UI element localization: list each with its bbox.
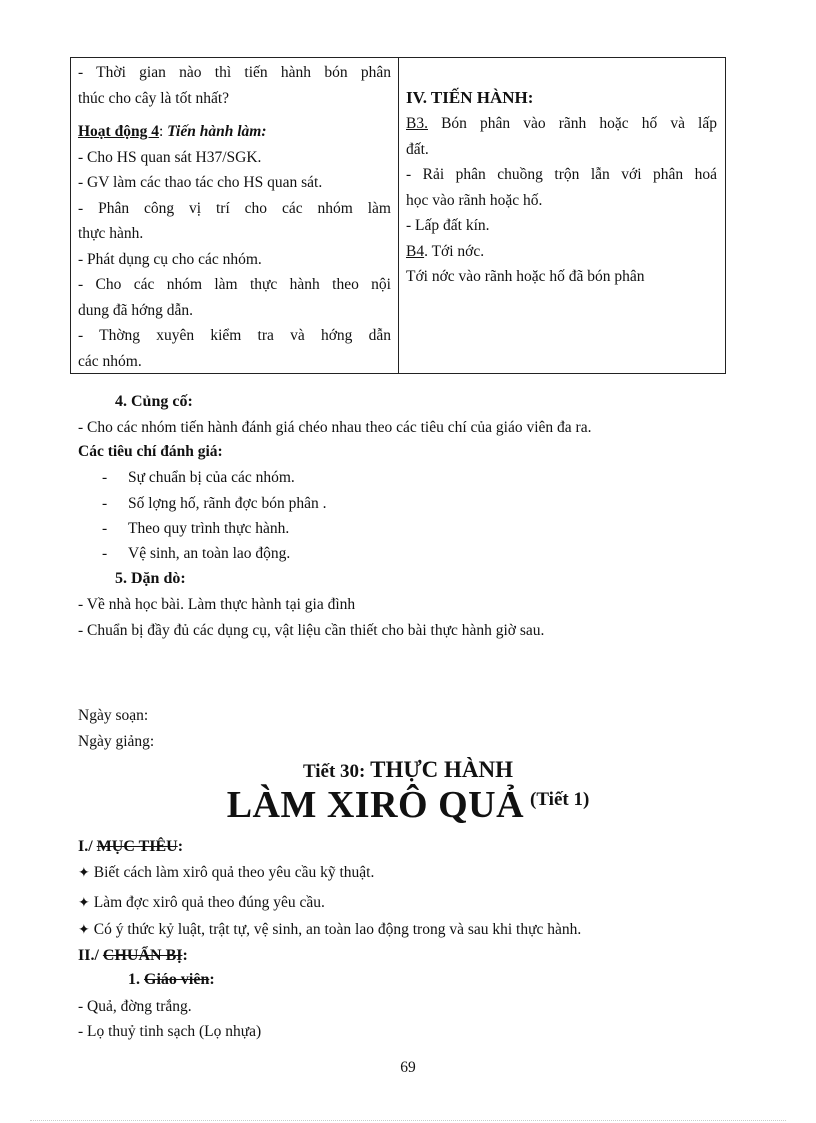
section-5-line: - Về nhà học bài. Làm thực hành tại gia đình [78, 596, 356, 613]
lesson-number: Tiết 30: THỰC HÀNH [302, 757, 514, 782]
teach-date-label: Ngày giảng: [78, 733, 155, 750]
preparation-heading: II./ CHUẨN BỊ: [78, 947, 188, 964]
section-5-line: - Chuẩn bị đầy đủ các dụng cụ, vật liệu cần thiết cho bài thực hành giờ sau. [78, 622, 545, 639]
table-right-line: - Lấp đất kín. [406, 217, 490, 234]
prep-line: - Quả, đờng trắng. [78, 998, 192, 1015]
table-left-line: - Phân công vị trí cho các nhóm làm [78, 199, 391, 217]
prep-line: - Lọ thuỷ tinh sạch (Lọ nhựa) [78, 1023, 262, 1040]
activity-4-title: Tiến hành làm: [167, 123, 267, 140]
table-left-line: thúc cho cây là tốt nhất? [78, 89, 230, 107]
objective-item: ✦ Biết cách làm xirô quả theo yêu cầu kỹ thuật. [78, 864, 375, 881]
activity-4-heading: Hoạt động 4: Tiến hành làm: [78, 123, 267, 140]
section-5-heading: 5. Dặn dò: [115, 570, 186, 587]
student-activity-column [399, 58, 725, 373]
star-bullet-icon: ✦ [78, 896, 90, 911]
page-number: 69 [400, 1059, 416, 1076]
table-right-line: Tới nớc vào rãnh hoặc hố đã bón phân [406, 268, 645, 285]
table-left-line: - Cho HS quan sát H37/SGK. [78, 148, 262, 166]
table-left-line: dung đã hớng dẫn. [78, 301, 193, 319]
lesson-title: LÀM XIRÔ QUẢ (Tiết 1) [226, 784, 590, 826]
table-right-line: học vào rãnh hoặc hố. [406, 191, 543, 209]
star-bullet-icon: ✦ [78, 923, 90, 938]
step-b4: B4. Tới nớc. [406, 242, 485, 260]
teacher-subheading: 1. Giáo viên: [128, 971, 215, 988]
table-right-line: đất. [406, 140, 429, 158]
table-left-line: các nhóm. [78, 352, 142, 370]
teacher-activity-column [71, 58, 399, 373]
objectives-heading: I./ MỤC TIÊU: [78, 838, 184, 855]
prep-date-label: Ngày soạn: [78, 707, 149, 724]
section-4-heading: 4. Củng cố: [115, 393, 193, 410]
table-left-line: - GV làm các thao tác cho HS quan sát. [78, 174, 323, 191]
table-left-line: thực hành. [78, 225, 144, 242]
criteria-heading: Các tiêu chí đánh giá: [78, 443, 223, 460]
table-left-line: - Thời gian nào thì tiến hành bón phân [78, 64, 391, 81]
table-right-line: - Rải phân chuồng trộn lẫn với phân hoá [406, 166, 717, 183]
objective-item: ✦ Có ý thức kỷ luật, trật tự, vệ sinh, an toàn lao động trong và sau khi thực hành. [78, 921, 582, 938]
activity-table [70, 57, 726, 374]
table-left-line: - Phát dụng cụ cho các nhóm. [78, 250, 262, 268]
star-bullet-icon: ✦ [78, 866, 90, 881]
section-4-text: - Cho các nhóm tiến hành đánh giá chéo nhau theo các tiêu chí của giáo viên đa ra. [78, 419, 592, 436]
objective-item: ✦ Làm đợc xirô quả theo đúng yêu cầu. [78, 894, 325, 911]
activity-4-label: Hoạt động 4 [78, 123, 159, 140]
footer-divider [30, 1120, 786, 1121]
table-left-line: - Thờng xuyên kiểm tra và hớng dẫn [78, 327, 391, 344]
section-iv-heading: IV. TIẾN HÀNH: [406, 88, 534, 107]
step-b3: B3. Bón phân vào rãnh hoặc hố và lấp [406, 115, 717, 132]
table-left-line: - Cho các nhóm làm thực hành theo nội [78, 276, 391, 293]
document-page: - Thời gian nào thì tiến hành bón phân thúc cho cây là tốt nhất? Hoạt động 4: Tiến hành làm: - Cho HS quan sát H37/SGK. - GV làm các thao tác cho HS quan sát. - Phân công vị trí cho các nhóm làm thực hành. - Phát dụng cụ cho các nhóm. - Cho các nhóm làm thực hành theo nội dung đã hớng dẫn. - Thờng xuyên kiểm tra và hớng dẫn các nhóm. IV. TIẾN HÀNH: B3. Bón phân vào rãnh hoặc hố và lấp đất. - Rải phân chuồng trộn lẫn với phân hoá học vào rãnh hoặc hố. - Lấp đất kín. B4. Tới nớc. Tới nớc vào rãnh hoặc hố đã bón phân 4. Củng cố: - Cho các nhóm tiến hành đánh giá chéo nhau theo các tiêu chí của giáo viên đa ra. Các tiêu chí đánh giá: - Sự chuẩn bị của các nhóm. - Số lợng hố, rãnh đợc bón phân . - Theo quy trình thực hành. - Vệ sinh, an toàn lao động. 5. Dặn dò: - Về nhà học bài. Làm thực hành tại gia đình - Chuẩn bị đầy đủ các dụng cụ, vật liệu cần thiết cho bài thực hành giờ sau. Ngày soạn: Ngày giảng: Tiết 30: THỰC HÀNH LÀM XIRÔ QUẢ (Tiết 1) I./ MỤC TIÊU: ✦ Biết cách làm xirô quả theo yêu cầu kỹ thuật. ✦ Làm đợc xirô quả theo đúng yêu cầu. ✦ Có ý thức kỷ luật, trật tự, vệ sinh, an toàn lao động trong và sau khi thực hành. II./ CHUẨN BỊ: 1. Giáo viên: - Quả, đờng trắng. - Lọ thuỷ tinh sạch (Lọ nhựa) 69 [0, 0, 816, 1123]
